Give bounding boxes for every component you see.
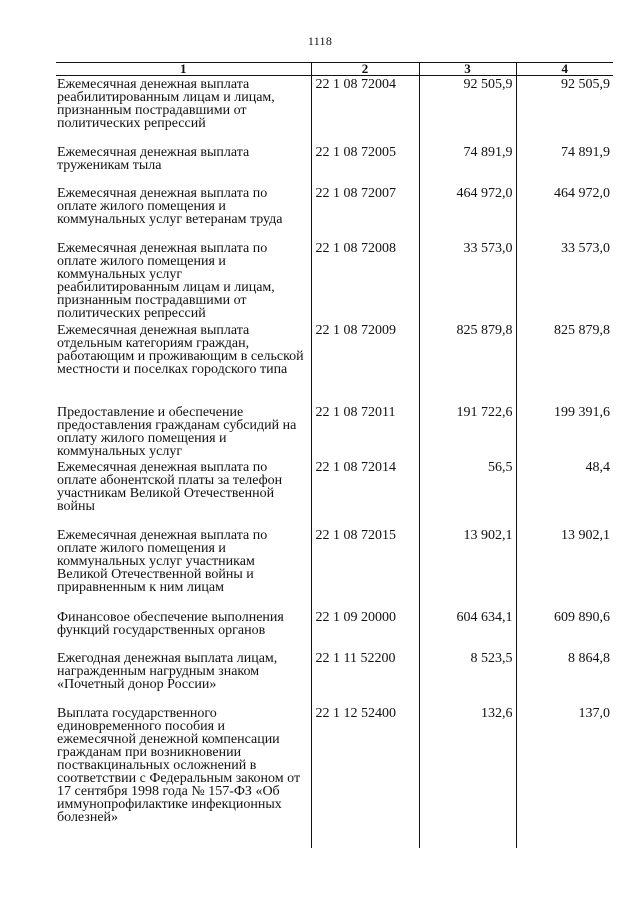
table-row (56, 76, 613, 144)
table-row (56, 185, 613, 240)
row-value-col3-cell: 56,5 (419, 459, 516, 527)
table-row (56, 650, 613, 705)
table-row (56, 459, 613, 527)
row-name-cell: Ежемесячная денежная выплата по оплате жилого помещения и коммунальных услуг участникам Великой Отечественной войны и приравненным к ним лицам (57, 527, 268, 595)
table-row (56, 705, 613, 848)
row-value-col4-cell: 199 391,6 (516, 404, 613, 459)
row-code-cell: 22 1 08 72005 (311, 144, 419, 185)
page-number: 1118 (307, 34, 333, 48)
row-code-cell: 22 1 08 72004 (311, 76, 419, 144)
row-name-cell: Ежемесячная денежная выплата по оплате абонентской платы за телефон участникам Великой Отечественной войны (57, 459, 283, 514)
row-value-col4-cell: 137,0 (516, 705, 613, 848)
row-code-cell: 22 1 08 72009 (311, 322, 419, 404)
row-value-col3-cell: 825 879,8 (419, 322, 516, 404)
row-name-cell: Ежемесячная денежная выплата реабилитированным лицам и лицам, признанным пострадавшими от политических репрессий (57, 77, 275, 131)
row-code-cell: 22 1 12 52400 (311, 705, 419, 848)
row-value-col3-cell: 13 902,1 (419, 527, 516, 609)
row-value-col3-cell: 132,6 (419, 705, 516, 848)
column-header-3: 3 (419, 63, 516, 76)
row-value-col3-cell: 92 505,9 (419, 76, 516, 144)
row-name-cell: Ежемесячная денежная выплата по оплате жилого помещения и коммунальных услуг ветеранам труда (57, 185, 283, 227)
table-row (56, 144, 613, 185)
row-value-col4-cell: 8 864,8 (516, 650, 613, 705)
row-value-col4-cell: 825 879,8 (516, 322, 613, 404)
row-code-cell: 22 1 09 20000 (311, 609, 419, 650)
row-value-col3-cell: 191 722,6 (419, 404, 516, 459)
row-name-cell: Выплата государственного единовременного пособия и ежемесячной денежной компенсации гражданам при возникновении поствакцинальных осложнений в соответствии с Федеральным законом от 17 сентября 1998 года № 157-ФЗ «Об иммунопрофилактике инфекционных болезней» (57, 705, 301, 825)
row-value-col4-cell: 74 891,9 (516, 144, 613, 185)
row-name-cell: Предоставление и обеспечение предоставления гражданам субсидий на оплату жилого помещения и коммунальных услуг (57, 404, 297, 459)
row-code-cell: 22 1 08 72015 (311, 527, 419, 609)
row-value-col3-cell: 464 972,0 (419, 185, 516, 240)
row-code-cell: 22 1 11 52200 (311, 650, 419, 705)
row-value-col3-cell: 604 634,1 (419, 609, 516, 650)
row-name-cell: Финансовое обеспечение выполнения функций государственных органов (57, 609, 284, 638)
row-value-col4-cell: 13 902,1 (516, 527, 613, 609)
row-name-cell: Ежемесячная денежная выплата отдельным категориям граждан, работающим и проживающим в сельской местности и поселках городского типа (57, 322, 304, 377)
table-row (56, 527, 613, 609)
table-row (56, 240, 613, 322)
row-value-col3-cell: 74 891,9 (419, 144, 516, 185)
row-value-col4-cell: 92 505,9 (516, 76, 613, 144)
table-row (56, 609, 613, 650)
column-header-1: 1 (56, 63, 311, 76)
column-header-4: 4 (516, 63, 613, 76)
row-code-cell: 22 1 08 72008 (311, 240, 419, 322)
table-row (56, 404, 613, 459)
row-name-cell: Ежемесячная денежная выплата по оплате жилого помещения и коммунальных услуг реабилитированным лицам и лицам, признанным пострадавшими от политических репрессий (57, 240, 275, 321)
row-value-col3-cell: 33 573,0 (419, 240, 516, 322)
row-value-col4-cell: 33 573,0 (516, 240, 613, 322)
row-name-cell: Ежегодная денежная выплата лицам, награжденным нагрудным знаком «Почетный донор России» (57, 650, 278, 692)
table-row (56, 322, 613, 404)
column-header-2: 2 (311, 63, 419, 76)
row-code-cell: 22 1 08 72007 (311, 185, 419, 240)
row-value-col4-cell: 48,4 (516, 459, 613, 527)
row-value-col3-cell: 8 523,5 (419, 650, 516, 705)
row-value-col4-cell: 609 890,6 (516, 609, 613, 650)
header-row (56, 63, 613, 76)
row-code-cell: 22 1 08 72011 (311, 404, 419, 459)
budget-table (56, 62, 613, 848)
row-code-cell: 22 1 08 72014 (311, 459, 419, 527)
row-value-col4-cell: 464 972,0 (516, 185, 613, 240)
row-name-cell: Ежемесячная денежная выплата труженикам тыла (57, 144, 250, 173)
